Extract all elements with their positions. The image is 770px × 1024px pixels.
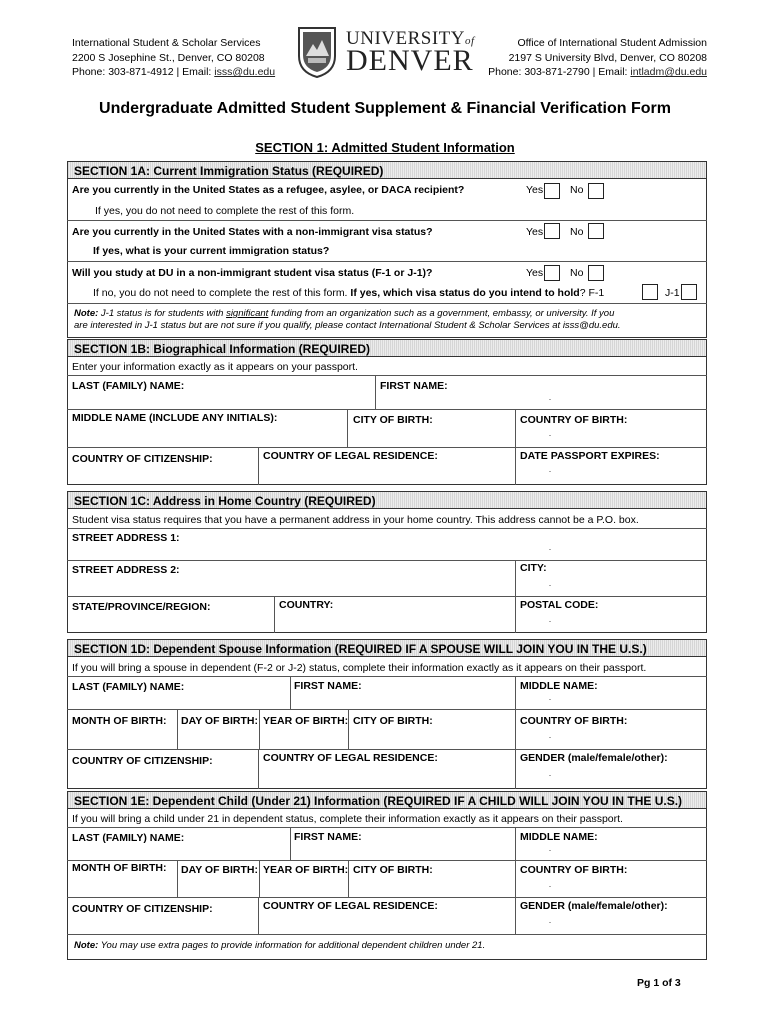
- child-day-of-birth-field[interactable]: DAY OF BIRTH:: [181, 864, 259, 876]
- section-1-title: SECTION 1: Admitted Student Information: [255, 140, 515, 155]
- j1-label: J-1: [665, 287, 680, 299]
- section-1e-header: SECTION 1E: Dependent Child (Under 21) Information (REQUIRED IF A CHILD WILL JOIN YOU IN THE U.S.): [67, 791, 707, 809]
- q3-no-checkbox[interactable]: [588, 265, 604, 281]
- city-of-birth-field[interactable]: CITY OF BIRTH:: [353, 414, 433, 426]
- admission-phone-email: Phone: 303-871-2790 | Email: intladm@du.edu: [488, 66, 707, 78]
- logo-university-text: UNIVERSITY: [346, 28, 465, 49]
- citizenship-field[interactable]: COUNTRY OF CITIZENSHIP:: [72, 453, 213, 465]
- isss-email-link[interactable]: isss@du.edu: [214, 66, 276, 78]
- section-1b-intro: Enter your information exactly as it appears on your passport.: [72, 361, 358, 373]
- spouse-middle-name-field[interactable]: MIDDLE NAME:: [520, 680, 598, 692]
- q2-no-label: No: [570, 226, 584, 238]
- q2-yes-label: Yes: [526, 226, 544, 238]
- section-1b-header: SECTION 1B: Biographical Information (REQUIRED): [67, 339, 707, 357]
- form-title: Undergraduate Admitted Student Supplement & Financial Verification Form: [99, 100, 671, 117]
- q3-student-visa-label: Will you study at DU in a non-immigrant student visa status (F-1 or J-1)?: [72, 267, 433, 279]
- spouse-year-of-birth-field[interactable]: YEAR OF BIRTH:: [263, 715, 349, 727]
- child-middle-name-field[interactable]: MIDDLE NAME:: [520, 831, 598, 843]
- spouse-citizenship-field[interactable]: COUNTRY OF CITIZENSHIP:: [72, 755, 213, 767]
- spouse-country-of-birth-field[interactable]: COUNTRY OF BIRTH:: [520, 715, 628, 727]
- q3-note: If no, you do not need to complete the rest of this form. If yes, which visa status do you intend to hold? F-1: [93, 287, 605, 299]
- street-address-1-field[interactable]: STREET ADDRESS 1:: [72, 532, 180, 544]
- admission-contact-block: [488, 36, 707, 80]
- postal-code-field[interactable]: POSTAL CODE:: [520, 599, 599, 611]
- q1-no-checkbox[interactable]: [588, 183, 604, 199]
- passport-expires-field[interactable]: DATE PASSPORT EXPIRES:: [520, 450, 660, 462]
- section-1d-intro: If you will bring a spouse in dependent (F-2 or J-2) status, complete their information exactly as it appears on their passport.: [72, 662, 647, 674]
- page-number: Pg 1 of 3: [637, 977, 681, 989]
- j1-checkbox[interactable]: [681, 284, 697, 300]
- child-month-of-birth-field[interactable]: MONTH OF BIRTH:: [72, 862, 167, 874]
- isss-address: 2200 S Josephine St., Denver, CO 80208: [72, 51, 265, 64]
- country-of-birth-field[interactable]: COUNTRY OF BIRTH:: [520, 414, 628, 426]
- university-logo: [296, 26, 475, 78]
- admission-address: 2197 S University Blvd, Denver, CO 80208: [508, 51, 707, 64]
- child-city-of-birth-field[interactable]: CITY OF BIRTH:: [353, 864, 433, 876]
- last-name-field[interactable]: LAST (FAMILY) NAME:: [72, 380, 185, 392]
- spouse-day-of-birth-field[interactable]: DAY OF BIRTH:: [181, 715, 259, 727]
- section-1d-header: SECTION 1D: Dependent Spouse Information (REQUIRED IF A SPOUSE WILL JOIN YOU IN THE U.S.): [67, 639, 707, 657]
- child-citizenship-field[interactable]: COUNTRY OF CITIZENSHIP:: [72, 903, 213, 915]
- spouse-last-name-field[interactable]: LAST (FAMILY) NAME:: [72, 681, 185, 693]
- child-gender-field[interactable]: GENDER (male/female/other):: [520, 900, 668, 912]
- admission-office-name: Office of International Student Admission: [517, 37, 707, 49]
- section-1e-intro: If you will bring a child under 21 in dependent status, complete their information exactly as it appears on their passport.: [72, 813, 623, 825]
- q2-no-checkbox[interactable]: [588, 223, 604, 239]
- j1-note: Note: J-1 status is for students with significant funding from an organization such as a government, embassy, or university. If you are interested in J-1 status but are not sure if you qualify, please contact International Student & Scholar Services at isss@du.edu.: [74, 308, 621, 331]
- isss-contact-block: [72, 36, 275, 80]
- isss-phone-email: Phone: 303-871-4912 | Email: isss@du.edu: [72, 66, 276, 78]
- section-1c-intro: Student visa status requires that you have a permanent address in your home country. This address cannot be a P.O. box.: [72, 514, 639, 526]
- child-country-of-birth-field[interactable]: COUNTRY OF BIRTH:: [520, 864, 628, 876]
- city-field[interactable]: CITY:: [520, 562, 547, 574]
- child-note: Note: You may use extra pages to provide information for additional dependent children under 21.: [74, 940, 486, 951]
- isss-name: International Student & Scholar Services: [72, 37, 261, 49]
- q1-note: If yes, you do not need to complete the rest of this form.: [95, 205, 355, 217]
- q2-status-label: If yes, what is your current immigration status?: [93, 245, 330, 257]
- country-field[interactable]: COUNTRY:: [279, 599, 334, 611]
- f1-checkbox[interactable]: [642, 284, 658, 300]
- street-address-2-field[interactable]: STREET ADDRESS 2:: [72, 564, 180, 576]
- university-seal-icon: [296, 26, 338, 78]
- q2-yes-checkbox[interactable]: [544, 223, 560, 239]
- q3-yes-label: Yes: [526, 267, 544, 279]
- state-province-field[interactable]: STATE/PROVINCE/REGION:: [72, 601, 211, 613]
- q1-refugee-label: Are you currently in the United States as a refugee, asylee, or DACA recipient?: [72, 184, 465, 196]
- logo-of-text: of: [465, 35, 475, 47]
- child-year-of-birth-field[interactable]: YEAR OF BIRTH:: [263, 864, 349, 876]
- q3-no-label: No: [570, 267, 584, 279]
- child-last-name-field[interactable]: LAST (FAMILY) NAME:: [72, 832, 185, 844]
- q1-yes-label: Yes: [526, 184, 544, 196]
- spouse-city-of-birth-field[interactable]: CITY OF BIRTH:: [353, 715, 433, 727]
- q2-visa-label: Are you currently in the United States with a non-immigrant visa status?: [72, 226, 433, 238]
- spouse-legal-residence-field[interactable]: COUNTRY OF LEGAL RESIDENCE:: [263, 752, 438, 764]
- middle-name-field[interactable]: MIDDLE NAME (INCLUDE ANY INITIALS):: [72, 412, 278, 424]
- first-name-field[interactable]: FIRST NAME:: [380, 380, 448, 392]
- child-first-name-field[interactable]: FIRST NAME:: [294, 831, 362, 843]
- child-legal-residence-field[interactable]: COUNTRY OF LEGAL RESIDENCE:: [263, 900, 438, 912]
- spouse-gender-field[interactable]: GENDER (male/female/other):: [520, 752, 668, 764]
- section-1a-header: SECTION 1A: Current Immigration Status (REQUIRED): [67, 161, 707, 179]
- section-1c-header: SECTION 1C: Address in Home Country (REQUIRED): [67, 491, 707, 509]
- spouse-first-name-field[interactable]: FIRST NAME:: [294, 680, 362, 692]
- logo-denver-text: DENVER: [346, 44, 474, 77]
- legal-residence-field[interactable]: COUNTRY OF LEGAL RESIDENCE:: [263, 450, 438, 462]
- q1-no-label: No: [570, 184, 584, 196]
- spouse-month-of-birth-field[interactable]: MONTH OF BIRTH:: [72, 715, 167, 727]
- q3-yes-checkbox[interactable]: [544, 265, 560, 281]
- admission-email-link[interactable]: intladm@du.edu: [630, 66, 707, 78]
- q1-yes-checkbox[interactable]: [544, 183, 560, 199]
